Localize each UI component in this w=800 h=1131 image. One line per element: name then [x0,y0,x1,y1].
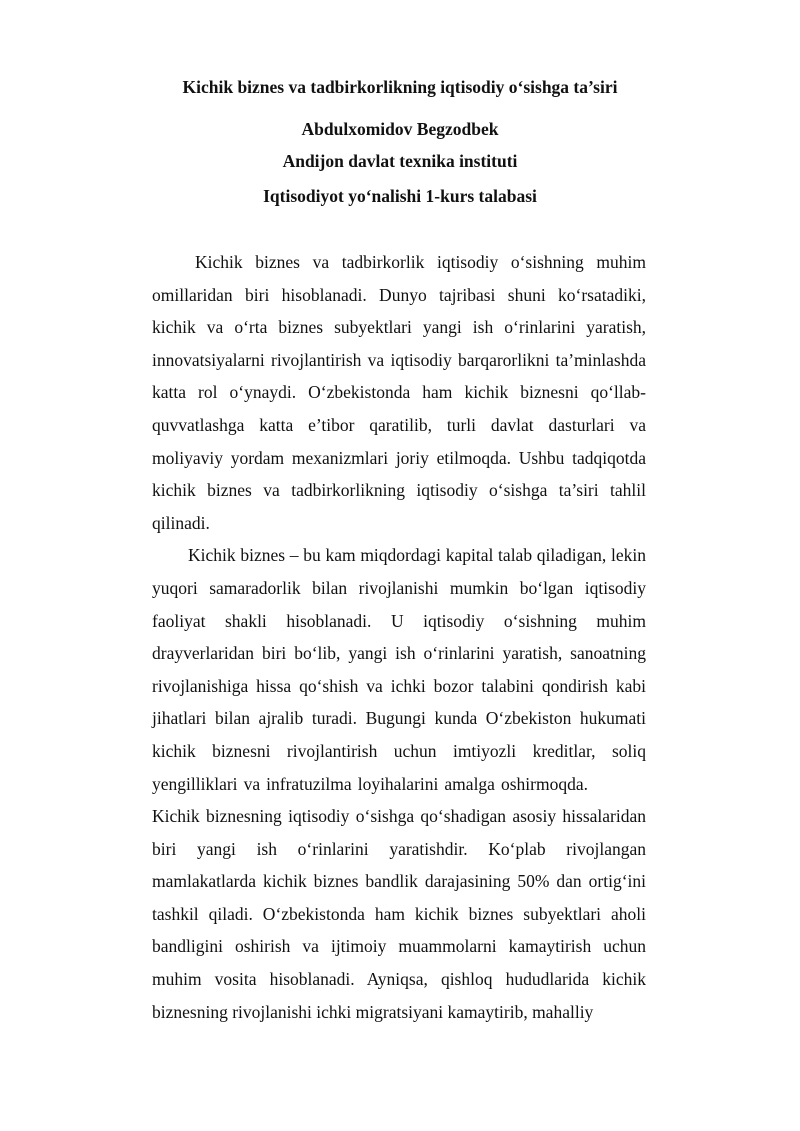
author-name: Abdulxomidov Begzodbek [301,119,499,139]
institute-name: Andijon davlat texnika instituti [282,151,518,171]
paragraph-definition [152,539,646,1028]
paragraph-definition-text: Kichik biznes – bu kam miqdordagi kapital talab qiladigan, lekin yuqori samaradorlik bilan rivojlanishi mumkin bo‘lgan iqtisodiy faoliyat shakli hisoblanadi. U iqtisodiy o‘sishning muhim drayverlaridan biri bo‘lib, yangi ish o‘rinlarini yaratish, sanoatning rivojlanishiga hissa qo‘shish va ichki bozor talabini qondirish kabi jihatlari bilan ajralib turadi. Bugungi kunda O‘zbekiston hukumati kichik biznesni rivojlantirish uchun imtiyozli kreditlar, soliq yengilliklari va infratuzilma loyihalarini amalga oshirmoqda. [152,545,646,794]
student-info: Iqtisodiyot yo‘nalishi 1-kurs talabasi [263,186,537,206]
paragraph-employment-text: Kichik biznesning iqtisodiy o‘sishga qo‘shadigan asosiy hissalaridan biri yangi ish o‘rinlarini yaratishdir. Ko‘plab rivojlangan mamlakatlarda kichik biznes bandlik darajasining 50% dan ortig‘ini tashkil qiladi. O‘zbekistonda ham kichik biznes subyektlari aholi bandligini oshirish va ijtimoiy muammolarni kamaytirish uchun muhim vosita hisoblanadi. Ayniqsa, qishloq hududlarida kichik biznesning rivojlanishi ichki migratsiyani kamaytirib, mahalliy [152,806,646,1022]
document-title: Kichik biznes va tadbirkorlikning iqtisodiy o‘sishga ta’siri [182,77,618,97]
paragraph-intro: Kichik biznes va tadbirkorlik iqtisodiy o‘sishning muhim omillaridan biri hisoblanadi. Dunyo tajribasi shuni ko‘rsatadiki, kichik va o‘rta biznes subyektlari yangi ish o‘rinlarini yaratish, innovatsiyalarni rivojlantirish va iqtisodiy barqarorlikni ta’minlashda katta rol o‘ynaydi. O‘zbekistonda ham kichik biznesni qo‘llab-quvvatlashga katta e’tibor qaratilib, turli davlat dasturlari va moliyaviy yordam mexanizmlari joriy etilmoqda. Ushbu tadqiqotda kichik biznes va tadbirkorlikning iqtisodiy o‘sishga ta’siri tahlil qilinadi. [152,252,646,533]
body-text [152,246,646,1028]
